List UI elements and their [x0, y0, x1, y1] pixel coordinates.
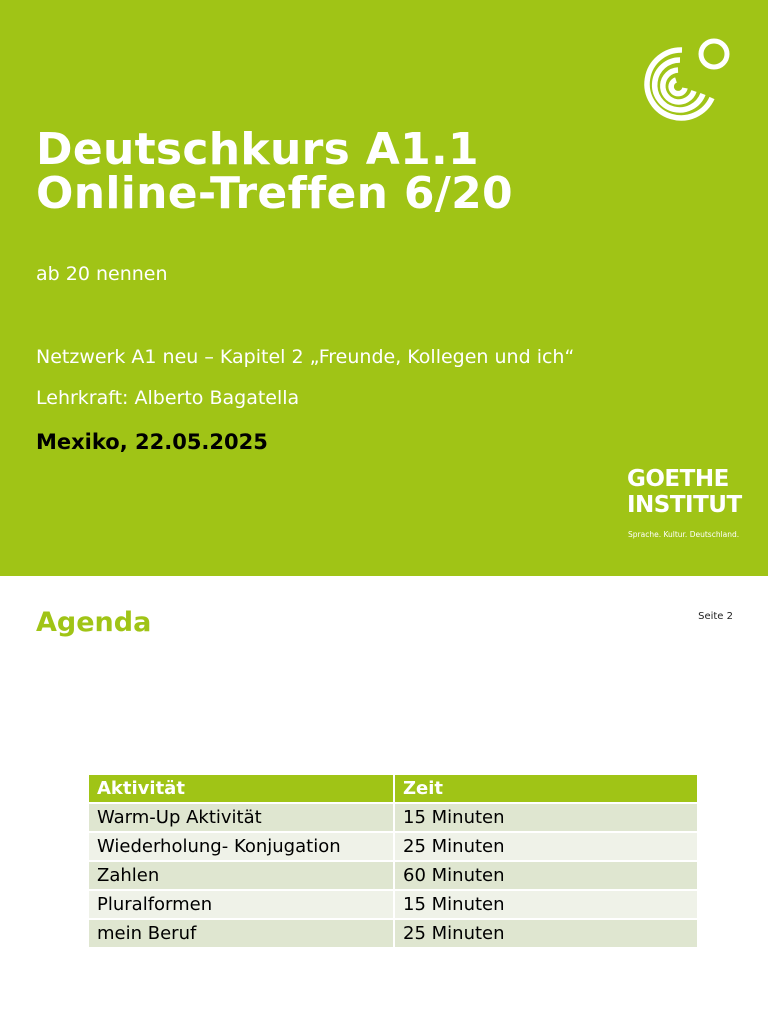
wordmark-line-2: INSTITUT	[627, 492, 742, 518]
slide-subtitle: ab 20 nennen	[36, 263, 168, 285]
table-row	[88, 803, 698, 832]
page-number: Seite 2	[698, 611, 733, 622]
time-cell: 25 Minuten	[394, 832, 698, 861]
time-cell: 25 Minuten	[394, 919, 698, 948]
title-line-1: Deutschkurs A1.1	[36, 124, 479, 175]
time-cell: 15 Minuten	[394, 890, 698, 919]
goethe-institut-wordmark	[627, 466, 742, 518]
activity-cell: Warm-Up Aktivität	[88, 803, 394, 832]
column-header-activity: Aktivität	[88, 774, 394, 803]
teacher-info: Lehrkraft: Alberto Bagatella	[36, 387, 300, 409]
table-row	[88, 919, 698, 948]
wordmark-line-1: GOETHE	[627, 466, 729, 492]
logo-tagline: Sprache. Kultur. Deutschland.	[628, 530, 740, 539]
agenda-title: Agenda	[36, 607, 152, 638]
time-cell: 15 Minuten	[394, 803, 698, 832]
course-info: Netzwerk A1 neu – Kapitel 2 „Freunde, Kollegen und ich“	[36, 346, 575, 368]
table-row	[88, 832, 698, 861]
place-date: Mexiko, 22.05.2025	[36, 430, 268, 454]
slide-title	[36, 124, 513, 219]
activity-cell: mein Beruf	[88, 919, 394, 948]
activity-cell: Zahlen	[88, 861, 394, 890]
title-line-2: Online-Treffen 6/20	[36, 168, 513, 219]
table-header-row	[88, 774, 698, 803]
agenda-slide	[0, 576, 768, 1024]
goethe-circle-logo-icon	[624, 34, 736, 138]
table-row	[88, 861, 698, 890]
activity-cell: Wiederholung- Konjugation	[88, 832, 394, 861]
time-cell: 60 Minuten	[394, 861, 698, 890]
agenda-table	[87, 773, 699, 949]
column-header-time: Zeit	[394, 774, 698, 803]
table-row	[88, 890, 698, 919]
activity-cell: Pluralformen	[88, 890, 394, 919]
